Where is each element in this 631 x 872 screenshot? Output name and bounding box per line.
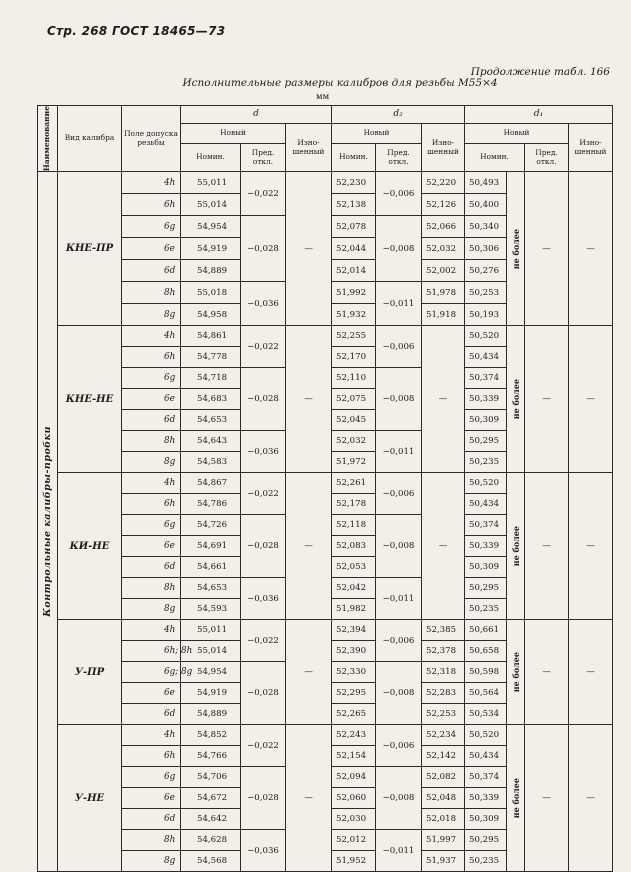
header-worn: Изно-шенный [286,124,332,172]
d-nominal: 54,852 [181,725,241,746]
d1-nominal: 50,339 [465,389,507,410]
d2-deviation: −0,011 [376,830,422,872]
d2-nominal: 52,230 [332,172,376,194]
d2-deviation: −0,011 [376,431,422,473]
tolerance-field: 6e [122,683,181,704]
d2-worn: 52,142 [422,746,465,767]
d2-worn: 51,978 [422,282,465,304]
d2-nominal: 52,078 [332,216,376,238]
d1-nominal: 50,374 [465,767,507,788]
d2-worn: 51,918 [422,304,465,326]
tolerance-field: 6g [122,767,181,788]
d2-nominal: 51,952 [332,851,376,872]
d-nominal: 54,672 [181,788,241,809]
d2-nominal: 52,170 [332,347,376,368]
tolerance-field: 4h [122,473,181,494]
d1-nominal: 50,309 [465,410,507,431]
d-nominal: 54,628 [181,830,241,851]
tolerance-field: 8h [122,282,181,304]
d2-nominal: 51,972 [332,452,376,473]
tolerance-field: 4h [122,725,181,746]
d1-nominal: 50,534 [465,704,507,725]
header-d1: d₁ [465,106,613,124]
d-deviation: −0,036 [241,578,286,620]
d2-nominal: 52,110 [332,368,376,389]
d1-deviation: — [525,725,569,872]
d2-nominal: 52,012 [332,830,376,851]
d1-ne-bolee: не более [510,228,521,269]
d1-nominal: 50,434 [465,347,507,368]
table-row [38,172,613,194]
header-vid: Вид калибра [58,106,122,172]
d1-deviation: — [525,326,569,473]
d2-nominal: 51,932 [332,304,376,326]
dimensions-table [37,105,612,867]
d2-worn: 52,234 [422,725,465,746]
tolerance-field: 4h [122,326,181,347]
d1-ne-bolee-cell [507,326,525,473]
page-header: Стр. 268 ГОСТ 18465—73 [47,24,226,38]
d-deviation: −0,028 [241,216,286,282]
d-nominal: 54,691 [181,536,241,557]
d1-nominal: 50,520 [465,473,507,494]
kind-label: КНЕ-НЕ [58,326,122,473]
d-nominal: 54,683 [181,389,241,410]
header-new: Новый [181,124,286,144]
d2-worn: 52,220 [422,172,465,194]
tolerance-field: 6g [122,368,181,389]
d2-nominal: 52,255 [332,326,376,347]
d2-nominal: 52,042 [332,578,376,599]
d-worn: — [286,326,332,473]
d2-worn: 52,032 [422,238,465,260]
header-naim: Наименование [42,106,52,172]
tolerance-field: 6d [122,557,181,578]
d1-nominal: 50,339 [465,788,507,809]
d-worn: — [286,172,332,326]
d2-nominal: 52,014 [332,260,376,282]
tolerance-field: 8g [122,304,181,326]
kind-label: КНЕ-ПР [58,172,122,326]
d-nominal: 54,919 [181,683,241,704]
d1-nominal: 50,295 [465,431,507,452]
d-nominal: 54,718 [181,368,241,389]
header-pole: Поле допуска резьбы [122,106,181,172]
d2-deviation: −0,008 [376,767,422,830]
d-worn: — [286,620,332,725]
d2-deviation: −0,006 [376,326,422,368]
tolerance-field: 8h [122,431,181,452]
table-row [38,326,613,347]
header-d: d [181,106,332,124]
d1-nominal: 50,295 [465,830,507,851]
d1-nominal: 50,276 [465,260,507,282]
d2-nominal: 52,044 [332,238,376,260]
d1-ne-bolee-cell [507,172,525,326]
tolerance-field: 6g [122,216,181,238]
tolerance-field: 8h [122,578,181,599]
d2-nominal: 52,178 [332,494,376,515]
d2-deviation: −0,008 [376,216,422,282]
d-deviation: −0,022 [241,473,286,515]
table-row [38,473,613,494]
d1-ne-bolee: не более [510,652,521,693]
d1-ne-bolee-cell [507,620,525,725]
d2-deviation: −0,006 [376,620,422,662]
d-nominal: 54,568 [181,851,241,872]
tolerance-field: 6d [122,704,181,725]
tolerance-field: 8g [122,452,181,473]
d1-nominal: 50,309 [465,809,507,830]
d1-nominal: 50,400 [465,194,507,216]
tolerance-field: 4h [122,172,181,194]
d2-nominal: 52,053 [332,557,376,578]
d-nominal: 55,014 [181,641,241,662]
d-deviation: −0,028 [241,368,286,431]
d2-deviation: −0,008 [376,515,422,578]
d-deviation: −0,028 [241,767,286,830]
d-nominal: 54,778 [181,347,241,368]
d2-nominal: 52,330 [332,662,376,683]
d2-nominal: 52,138 [332,194,376,216]
d2-worn: 52,318 [422,662,465,683]
d1-nominal: 50,309 [465,557,507,578]
header-nom: Номин. [332,144,376,172]
d-nominal: 54,867 [181,473,241,494]
tolerance-field: 6e [122,389,181,410]
d1-worn: — [569,620,613,725]
d1-deviation: — [525,620,569,725]
d1-nominal: 50,235 [465,851,507,872]
d2-nominal: 52,032 [332,431,376,452]
d1-nominal: 50,658 [465,641,507,662]
d-nominal: 55,014 [181,194,241,216]
d2-worn: — [422,326,465,473]
d1-nominal: 50,374 [465,368,507,389]
d1-nominal: 50,520 [465,326,507,347]
d-nominal: 54,861 [181,326,241,347]
d2-nominal: 52,390 [332,641,376,662]
header-d2: d₂ [332,106,465,124]
tolerance-field: 6h [122,194,181,216]
d1-worn: — [569,725,613,872]
continuation-label: Продолжение табл. 166 [470,66,610,78]
d2-worn: — [422,473,465,620]
d-deviation: −0,036 [241,830,286,872]
d-deviation: −0,022 [241,620,286,662]
d2-deviation: −0,011 [376,282,422,326]
d-deviation: −0,022 [241,725,286,767]
d2-nominal: 52,060 [332,788,376,809]
d1-nominal: 50,295 [465,578,507,599]
kind-label: У-НЕ [58,725,122,872]
d2-nominal: 52,118 [332,515,376,536]
d-deviation: −0,028 [241,515,286,578]
d2-worn: 52,385 [422,620,465,641]
d1-nominal: 50,193 [465,304,507,326]
d2-worn: 52,018 [422,809,465,830]
d-nominal: 54,583 [181,452,241,473]
d1-nominal: 50,493 [465,172,507,194]
table-body [38,172,613,872]
d1-worn: — [569,326,613,473]
tolerance-field: 4h [122,620,181,641]
header-new: Новый [332,124,422,144]
d-deviation: −0,022 [241,172,286,216]
d1-deviation: — [525,473,569,620]
tolerance-field: 6h [122,347,181,368]
d-nominal: 54,653 [181,410,241,431]
header-nom: Номин. [465,144,525,172]
d1-nominal: 50,661 [465,620,507,641]
d1-nominal: 50,235 [465,452,507,473]
d-deviation: −0,022 [241,326,286,368]
d-deviation: −0,028 [241,662,286,725]
tolerance-field: 6h [122,494,181,515]
d2-nominal: 52,094 [332,767,376,788]
tolerance-field: 6e [122,536,181,557]
d1-worn: — [569,473,613,620]
tolerance-field: 6e [122,788,181,809]
d-nominal: 54,889 [181,704,241,725]
d2-nominal: 52,394 [332,620,376,641]
tolerance-field: 6d [122,809,181,830]
d1-ne-bolee: не более [510,526,521,567]
table-row [38,725,613,746]
d-nominal: 55,011 [181,172,241,194]
d2-worn: 52,283 [422,683,465,704]
d-nominal: 54,643 [181,431,241,452]
d-deviation: −0,036 [241,282,286,326]
d2-deviation: −0,006 [376,172,422,216]
header-worn: Изно-шенный [569,124,613,172]
d1-nominal: 50,306 [465,238,507,260]
tolerance-field: 6g [122,515,181,536]
d-nominal: 54,642 [181,809,241,830]
d2-nominal: 51,982 [332,599,376,620]
d-nominal: 54,919 [181,238,241,260]
tolerance-field: 6d [122,260,181,282]
d2-worn: 52,378 [422,641,465,662]
d2-nominal: 52,083 [332,536,376,557]
group-label-cell [38,172,58,872]
d-nominal: 54,889 [181,260,241,282]
tolerance-field: 6h; 8h [122,641,181,662]
header-pred: Пред. откл. [241,144,286,172]
d-nominal: 55,018 [181,282,241,304]
d-nominal: 54,766 [181,746,241,767]
header-pred: Пред. откл. [376,144,422,172]
kind-label: У-ПР [58,620,122,725]
d2-nominal: 51,992 [332,282,376,304]
d1-ne-bolee: не более [510,778,521,819]
d-nominal: 54,661 [181,557,241,578]
kind-label: КИ-НЕ [58,473,122,620]
d2-worn: 52,002 [422,260,465,282]
d1-nominal: 50,253 [465,282,507,304]
d2-worn: 52,082 [422,767,465,788]
d2-deviation: −0,008 [376,368,422,431]
d-worn: — [286,473,332,620]
d1-nominal: 50,520 [465,725,507,746]
d-nominal: 55,011 [181,620,241,641]
d2-deviation: −0,006 [376,725,422,767]
d2-worn: 52,253 [422,704,465,725]
d1-nominal: 50,564 [465,683,507,704]
d2-nominal: 52,154 [332,746,376,767]
d-deviation: −0,036 [241,431,286,473]
d2-worn: 52,126 [422,194,465,216]
d2-deviation: −0,006 [376,473,422,515]
d-nominal: 54,958 [181,304,241,326]
d2-nominal: 52,295 [332,683,376,704]
d1-nominal: 50,374 [465,515,507,536]
d1-worn: — [569,172,613,326]
tolerance-field: 8h [122,830,181,851]
tolerance-field: 6g; 8g [122,662,181,683]
d1-nominal: 50,235 [465,599,507,620]
d2-worn: 51,997 [422,830,465,851]
d2-nominal: 52,030 [332,809,376,830]
d2-deviation: −0,011 [376,578,422,620]
d1-deviation: — [525,172,569,326]
d-nominal: 54,786 [181,494,241,515]
d1-nominal: 50,434 [465,746,507,767]
header-pred: Пред. откл. [525,144,569,172]
d2-nominal: 52,045 [332,410,376,431]
tolerance-field: 8g [122,599,181,620]
d1-ne-bolee-cell [507,725,525,872]
d-nominal: 54,706 [181,767,241,788]
d1-nominal: 50,339 [465,536,507,557]
tolerance-field: 8g [122,851,181,872]
d-nominal: 54,954 [181,216,241,238]
d-worn: — [286,725,332,872]
d2-deviation: −0,008 [376,662,422,725]
header-nom: Номин. [181,144,241,172]
d2-nominal: 52,265 [332,704,376,725]
group-label: Контрольные калибры-пробки [42,426,53,618]
d2-nominal: 52,075 [332,389,376,410]
header-new: Новый [465,124,569,144]
d2-nominal: 52,243 [332,725,376,746]
d1-nominal: 50,598 [465,662,507,683]
d1-ne-bolee: не более [510,379,521,420]
d1-nominal: 50,434 [465,494,507,515]
d2-worn: 51,937 [422,851,465,872]
d2-worn: 52,066 [422,216,465,238]
table-title: Исполнительные размеры калибров для резьбы М55×4 [182,77,498,89]
tolerance-field: 6h [122,746,181,767]
tolerance-field: 6d [122,410,181,431]
d1-ne-bolee-cell [507,473,525,620]
header-worn: Изно-шенный [422,124,465,172]
d-nominal: 54,726 [181,515,241,536]
d2-worn: 52,048 [422,788,465,809]
unit-label: мм [316,92,330,102]
tolerance-field: 6e [122,238,181,260]
d1-nominal: 50,340 [465,216,507,238]
d-nominal: 54,593 [181,599,241,620]
d-nominal: 54,954 [181,662,241,683]
table-row [38,620,613,641]
d-nominal: 54,653 [181,578,241,599]
d2-nominal: 52,261 [332,473,376,494]
